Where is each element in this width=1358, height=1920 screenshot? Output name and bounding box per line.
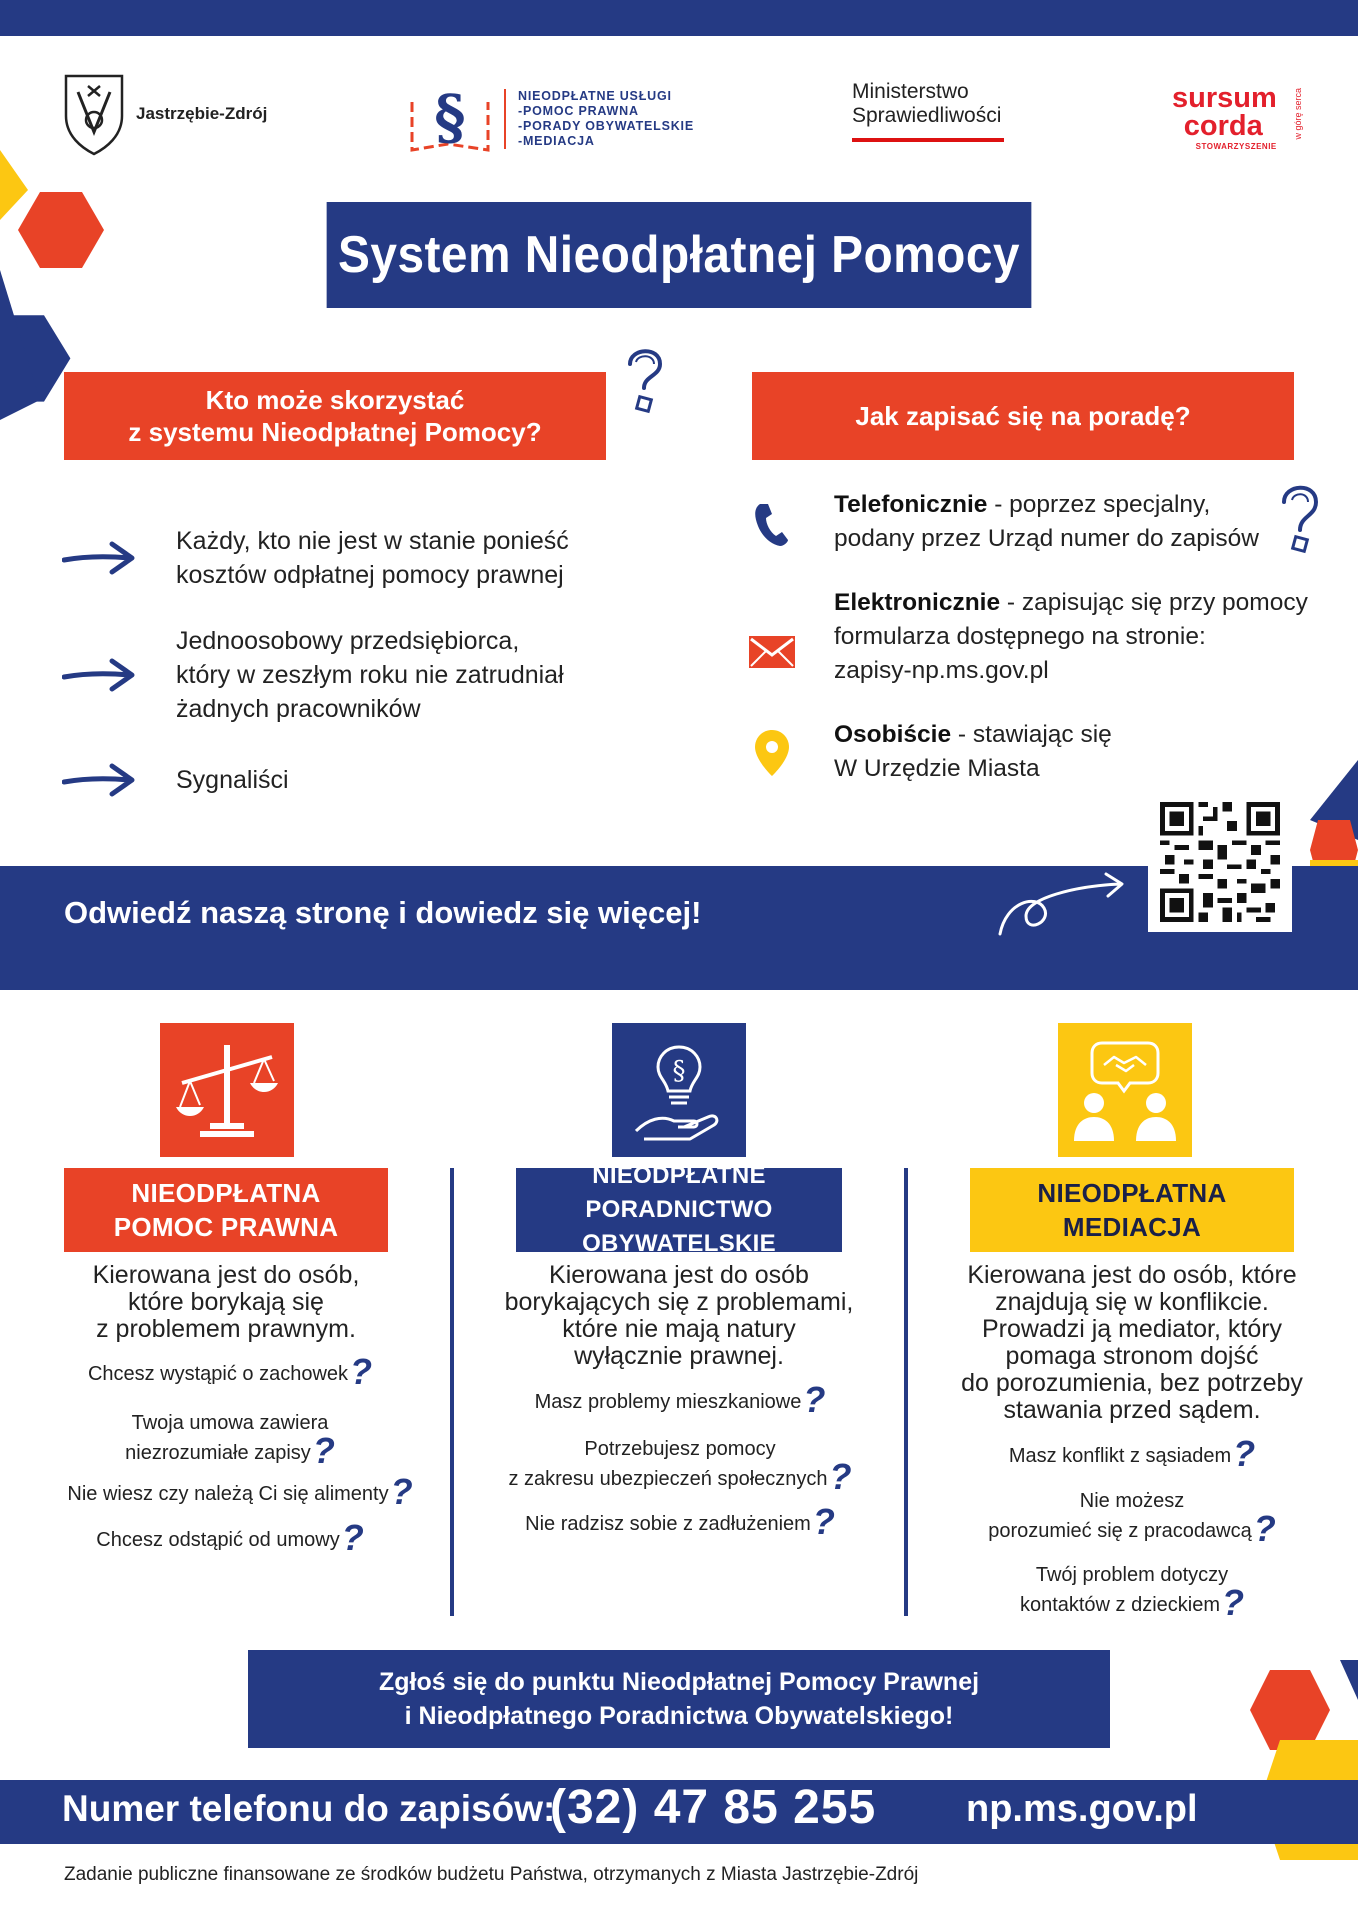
how-item-online [748,586,1308,688]
how-text: podany przez Urząd numer do zapisów [834,525,1259,552]
svg-text:§: § [672,1056,686,1086]
how-method: Telefonicznie [834,491,988,518]
service-question [40,1517,420,1558]
association-sub: STOWARZYSZENIE [1195,142,1277,151]
question-text: Potrzebujesz pomocy [584,1438,776,1460]
who-item-text: żadnych pracowników [176,695,421,723]
page-title: System Nieodpłatnej Pomocy [327,202,1032,308]
desc-line: które nie mają natury [562,1315,796,1343]
service-heading-mediation [970,1168,1294,1252]
website-link[interactable]: np.ms.gov.pl [966,1788,1198,1830]
ministry-line-1: Ministerstwo [852,80,969,103]
service-question [942,1488,1322,1549]
column-divider [450,1168,454,1616]
ministry-logo [852,80,1004,142]
arrow-right-icon [62,760,136,800]
service-question [942,1433,1322,1474]
question-mark-icon: ? [341,1517,364,1558]
service-question [40,1351,420,1392]
question-text: Masz konflikt z sąsiadem [1008,1445,1232,1467]
question-mark-icon: ? [312,1430,335,1471]
how-method: Osobiście [834,721,952,748]
desc-line: Kierowana jest do osób, które [967,1261,1297,1289]
service-description [944,1262,1320,1424]
how-method: Elektronicznie [834,589,1001,616]
arrow-right-icon [62,538,136,578]
desc-line: stawania przed sądem. [1003,1396,1261,1424]
question-mark-icon: ? [1222,1582,1245,1623]
question-text: Chcesz wystąpić o zachowek [87,1363,349,1385]
question-mark-icon: ? [390,1471,413,1512]
question-text: Twoja umowa zawiera [131,1412,329,1434]
question-text: Twój problem dotyczy [1035,1564,1229,1586]
desc-line: Kierowana jest do osób [549,1261,809,1289]
question-text: porozumieć się z pracodawcą [988,1520,1252,1542]
curly-arrow-icon [996,868,1130,938]
ministry-flag-bar [852,138,1004,142]
how-heading: Jak zapisać się na poradę? [752,372,1294,460]
desc-line: wyłącznie prawnej. [574,1342,784,1370]
services-logo [408,82,694,156]
question-text: Nie radzisz sobie z zadłużeniem [525,1513,811,1535]
service-question [942,1562,1322,1623]
who-heading-line-1: Kto może skorzystać [205,385,465,415]
desc-line: do porozumienia, bez potrzeby [961,1369,1303,1397]
call-to-action [248,1650,1110,1748]
arrow-right-icon [62,655,136,695]
phone-icon [752,500,792,548]
who-heading-line-2: z systemu Nieodpłatnej Pomocy? [128,417,542,447]
question-mark-icon: ? [1253,1508,1276,1549]
desc-line: znajdują się w konflikcie. [995,1288,1269,1316]
question-text: Masz problemy mieszkaniowe [534,1391,802,1413]
question-text: Nie wiesz czy należą Ci się alimenty [67,1483,389,1505]
services-logo-icon [408,82,492,156]
service-heading-line: MEDIACJA [1062,1212,1202,1242]
scales-icon [172,1035,282,1145]
question-text: z zakresu ubezpieczeń społecznych [508,1468,828,1490]
question-mark-icon: ? [812,1501,835,1542]
city-name: Jastrzębie-Zdrój [136,104,268,123]
desc-line: które borykają się [128,1288,324,1316]
services-line-1: NIEODPŁATNE USŁUGI [518,89,672,103]
service-question [50,1471,430,1512]
mediation-icon-box [1058,1023,1192,1157]
service-question [490,1501,870,1542]
who-heading [64,372,606,460]
how-text: - zapisując się przy pomocy [1000,589,1308,616]
desc-line: z problemem prawnym. [96,1315,356,1343]
service-heading-line: NIEODPŁATNA [131,1178,321,1208]
desc-line: Prowadzi ją mediator, który [981,1315,1283,1343]
association-word-2: corda [1183,110,1263,142]
top-bar [0,0,1358,36]
service-question [490,1379,870,1420]
who-item-text: kosztów odpłatnej pomocy prawnej [176,561,564,589]
banner-text: Odwiedź naszą stronę i dowiedz się więcej! [64,895,702,930]
service-heading-line: PORADNICTWO OBYWATELSKIE [582,1196,776,1257]
service-description [40,1262,412,1343]
who-item [62,760,289,800]
lightbulb-hand-icon [624,1035,734,1145]
column-divider [904,1168,908,1616]
who-item-text: który w zeszłym roku nie zatrudniał [176,661,564,689]
desc-line: pomaga stronom dojść [1005,1342,1259,1370]
desc-line: borykających się z problemami, [504,1288,854,1316]
services-line-3: -PORADY OBYWATELSKIE [518,119,694,133]
question-mark-icon [616,342,672,416]
question-mark-icon [1272,478,1326,558]
question-mark-icon: ? [829,1456,852,1497]
how-text: - poprzez specjalny, [987,491,1211,518]
question-mark-icon: ? [350,1351,373,1392]
cta-line: Zgłoś się do punktu Nieodpłatnej Pomocy Prawnej [378,1668,980,1696]
service-heading-line: NIEODPŁATNA [1037,1178,1227,1208]
cta-line: i Nieodpłatnego Poradnictwa Obywatelskiego! [404,1702,954,1730]
desc-line: Kierowana jest do osób, [92,1261,360,1289]
svg-text:§: § [434,83,466,153]
question-mark-icon: ? [803,1379,826,1420]
who-item-text: Jednoosobowy przedsiębiorca, [176,627,520,655]
envelope-icon [749,636,795,668]
service-question [490,1436,870,1497]
how-item-phone [748,488,1259,556]
question-mark-icon: ? [1233,1433,1256,1474]
service-heading-legal [64,1168,388,1252]
qr-code-icon [1158,802,1282,922]
how-text: formularza dostępnego na stronie: [834,623,1206,650]
city-logo [62,72,267,156]
how-text: - stawiając się [951,721,1112,748]
association-tagline: w górę serca [1293,88,1303,140]
service-question [40,1410,420,1471]
ministry-line-2: Sprawiedliwości [852,104,1002,127]
location-pin-icon [755,730,789,776]
services-line-4: -MEDIACJA [518,134,595,148]
funding-credit: Zadanie publiczne finansowane ze środków budżetu Państwa, otrzymanych z Miasta Jastrzębie-Zdrój [64,1864,919,1885]
service-description [492,1262,866,1370]
how-text: W Urzędzie Miasta [834,755,1040,782]
qr-code[interactable] [1148,792,1292,932]
lightbulb-icon-box [612,1023,746,1157]
question-text: kontaktów z dzieckiem [1019,1594,1221,1616]
who-item [62,524,569,592]
association-logo [1172,82,1303,152]
scales-icon-box [160,1023,294,1157]
service-heading-line: NIEODPŁATNE [592,1162,766,1189]
who-item [62,624,564,726]
phone-label: Numer telefonu do zapisów: [62,1788,556,1829]
who-item-text: Sygnaliści [176,766,289,794]
services-line-2: -POMOC PRAWNA [518,104,639,118]
how-text: zapisy-np.ms.gov.pl [834,657,1049,684]
how-item-in-person [748,718,1112,786]
question-text: Chcesz odstąpić od umowy [96,1529,340,1551]
association-word-1: sursum [1172,82,1277,114]
who-item-text: Każdy, kto nie jest w stanie ponieść [176,527,569,555]
service-heading-citizen [516,1162,842,1257]
phone-number[interactable]: (32) 47 85 255 [550,1781,877,1834]
question-text: niezrozumiałe zapisy [125,1442,311,1464]
city-crest-icon [62,72,126,156]
service-heading-line: POMOC PRAWNA [113,1212,339,1242]
mediation-icon [1066,1035,1184,1145]
question-text: Nie możesz [1079,1490,1185,1512]
